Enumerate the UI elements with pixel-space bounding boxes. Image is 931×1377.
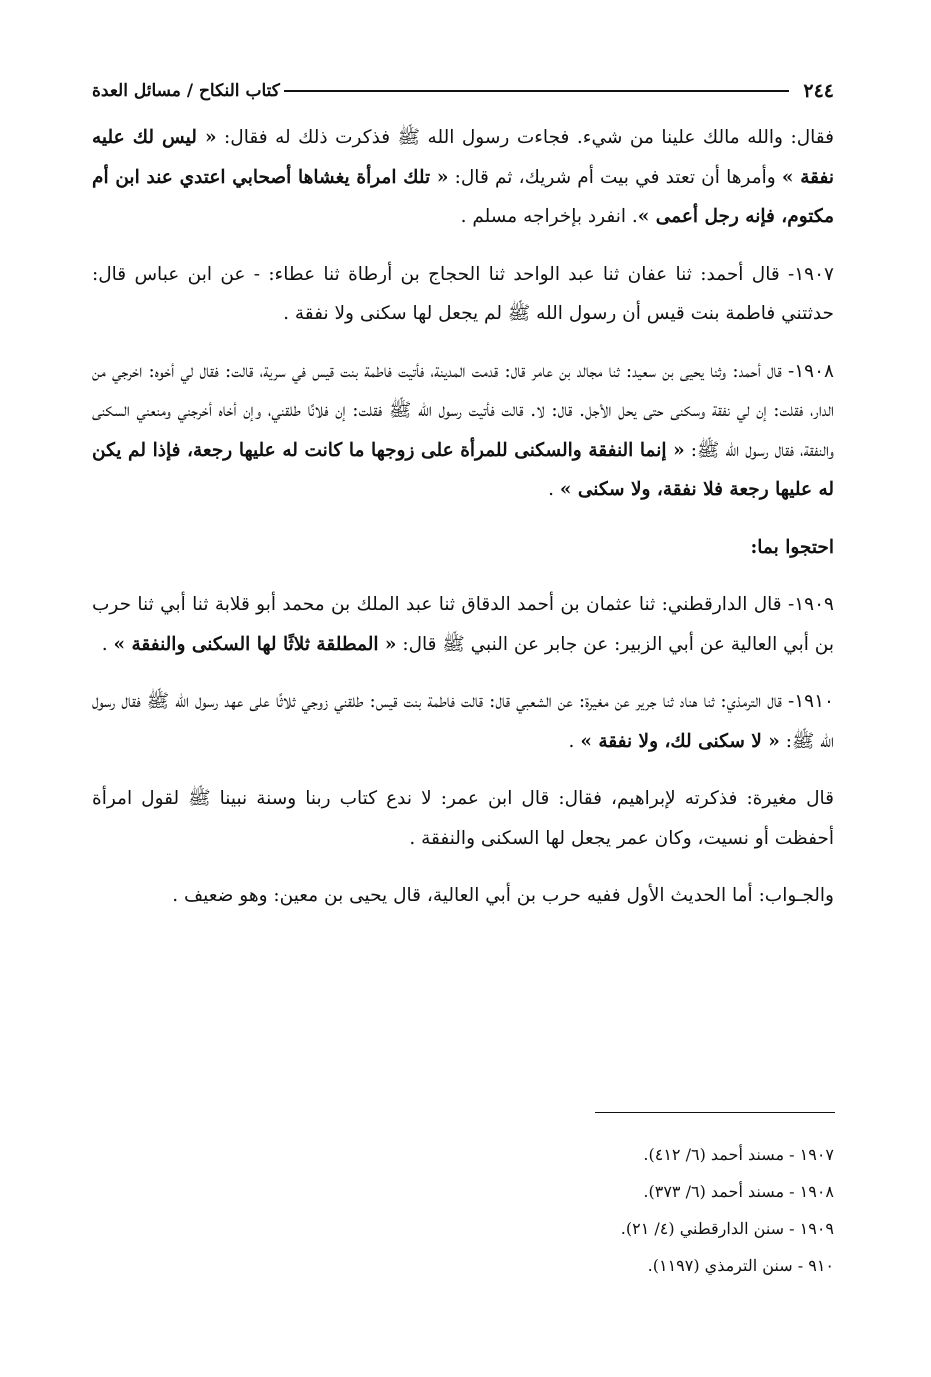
para-answer bbox=[92, 876, 834, 916]
hadith-1910-part: ١٩١٠- قال الترمذي: ثنا هناد ثنا جرير عن مغيرة: عن الشعبي قال: قالت فاطمة بنت قيس: طلقني زوجي ثلاثًا على عهد رسول الله ﷺ فقال رسول الله ﷺ: bbox=[92, 691, 834, 752]
hadith-1910 bbox=[92, 682, 834, 761]
hadith-1908-part: ١٩٠٨- قال أحمد: وثنا يحيى بن سعيد: ثنا مجالد بن عامر قال: قدمت المدينة، فأتيت فاطمة بنت قيس في سرية، قالت: فقال لي أخوه: اخرجي من الدار، فقلت: إن لي نفقة وسكنى حتى يحل الأجل. قال: لا. قالت فأتيت رسول الله ﷺ فقلت: إن فلانًا طلقني، وإن أخاه أخرجني ومنعني السكنى والنفقة، فقال رسول الله ﷺ: bbox=[92, 360, 834, 461]
footnote-1907: ١٩٠٧ - مسند أحمد (٦/ ٤١٢). bbox=[643, 1145, 834, 1164]
chapter-title: كتاب النكاح / مسائل العدة bbox=[92, 81, 280, 101]
footnote-1908: ١٩٠٨ - مسند أحمد (٦/ ٣٧٣). bbox=[643, 1182, 834, 1201]
para-intro-part: « تلك امرأة يغشاها أصحابي اعتدي عند ابن أم مكتوم، فإنه رجل أعمى » bbox=[92, 166, 834, 227]
footnote-1910: ٩١٠ - سنن الترمذي (١١٩٧). bbox=[647, 1256, 834, 1275]
footnotes bbox=[92, 1136, 834, 1284]
hadith-1909 bbox=[92, 585, 834, 664]
hadith-1907-part: ١٩٠٧- قال أحمد: ثنا عفان ثنا عبد الواحد ثنا الحجاج بن أرطاة ثنا عطاء: - عن ابن عباس قال: حدثتني فاطمة بنت قيس أن رسول الله ﷺ لم يجعل لها سكنى ولا نفقة . bbox=[92, 263, 834, 324]
footnote-divider bbox=[595, 1112, 835, 1113]
section-heading-part: احتجوا بما: bbox=[750, 536, 834, 558]
para-mughira-part: قال مغيرة: فذكرته لإبراهيم، فقال: قال ابن عمر: لا ندع كتاب ربنا وسنة نبينا ﷺ لقول امرأة أحفظت أو نسيت، وكان عمر يجعل لها السكنى والنفقة . bbox=[92, 788, 834, 849]
header-rule bbox=[284, 90, 790, 92]
footnote-1909: ١٩٠٩ - سنن الدارقطني (٤/ ٢١). bbox=[620, 1219, 834, 1238]
page-number: ٢٤٤ bbox=[803, 80, 834, 102]
para-mughira bbox=[92, 779, 834, 858]
hadith-1908-part: « إنما النفقة والسكنى للمرأة على زوجها ما كانت له عليها رجعة، فإذا لم يكن له عليها رجعة فلا نفقة، ولا سكنى » bbox=[92, 439, 834, 500]
hadith-1908-part: . bbox=[548, 479, 560, 500]
main-text bbox=[92, 118, 834, 934]
hadith-1910-part: « لا سكنى لك، ولا نفقة » bbox=[580, 730, 780, 752]
para-intro-part: فقال: والله مالك علينا من شيء. فجاءت رسول الله ﷺ فذكرت ذلك له فقال: bbox=[216, 127, 834, 148]
para-intro-part: وأمرها أن تعتد في بيت أم شريك، ثم قال: bbox=[448, 166, 782, 188]
para-intro-part: « ليس لك عليه نفقة » bbox=[92, 127, 834, 188]
para-answer-part: والجـواب: أما الحديث الأول ففيه حرب بن أبي العالية، قال يحيى بن معين: وهو ضعيف . bbox=[172, 885, 834, 906]
hadith-1909-part: ١٩٠٩- قال الدارقطني: ثنا عثمان بن أحمد الدقاق ثنا عبد الملك بن محمد أبو قلابة ثنا أبي ثنا حرب بن أبي العالية عن أبي الزبير: عن جابر عن النبي ﷺ قال: bbox=[92, 594, 834, 655]
hadith-1907 bbox=[92, 255, 834, 334]
para-intro bbox=[92, 118, 834, 237]
para-intro-part: . انفرد بإخراجه مسلم . bbox=[460, 206, 638, 227]
hadith-1909-part: « المطلقة ثلاثًا لها السكنى والنفقة » bbox=[113, 633, 397, 655]
hadith-1908 bbox=[92, 352, 834, 510]
running-header bbox=[92, 74, 834, 108]
hadith-1910-part: . bbox=[568, 730, 581, 752]
section-heading bbox=[92, 528, 834, 568]
hadith-1909-part: . bbox=[101, 633, 114, 655]
